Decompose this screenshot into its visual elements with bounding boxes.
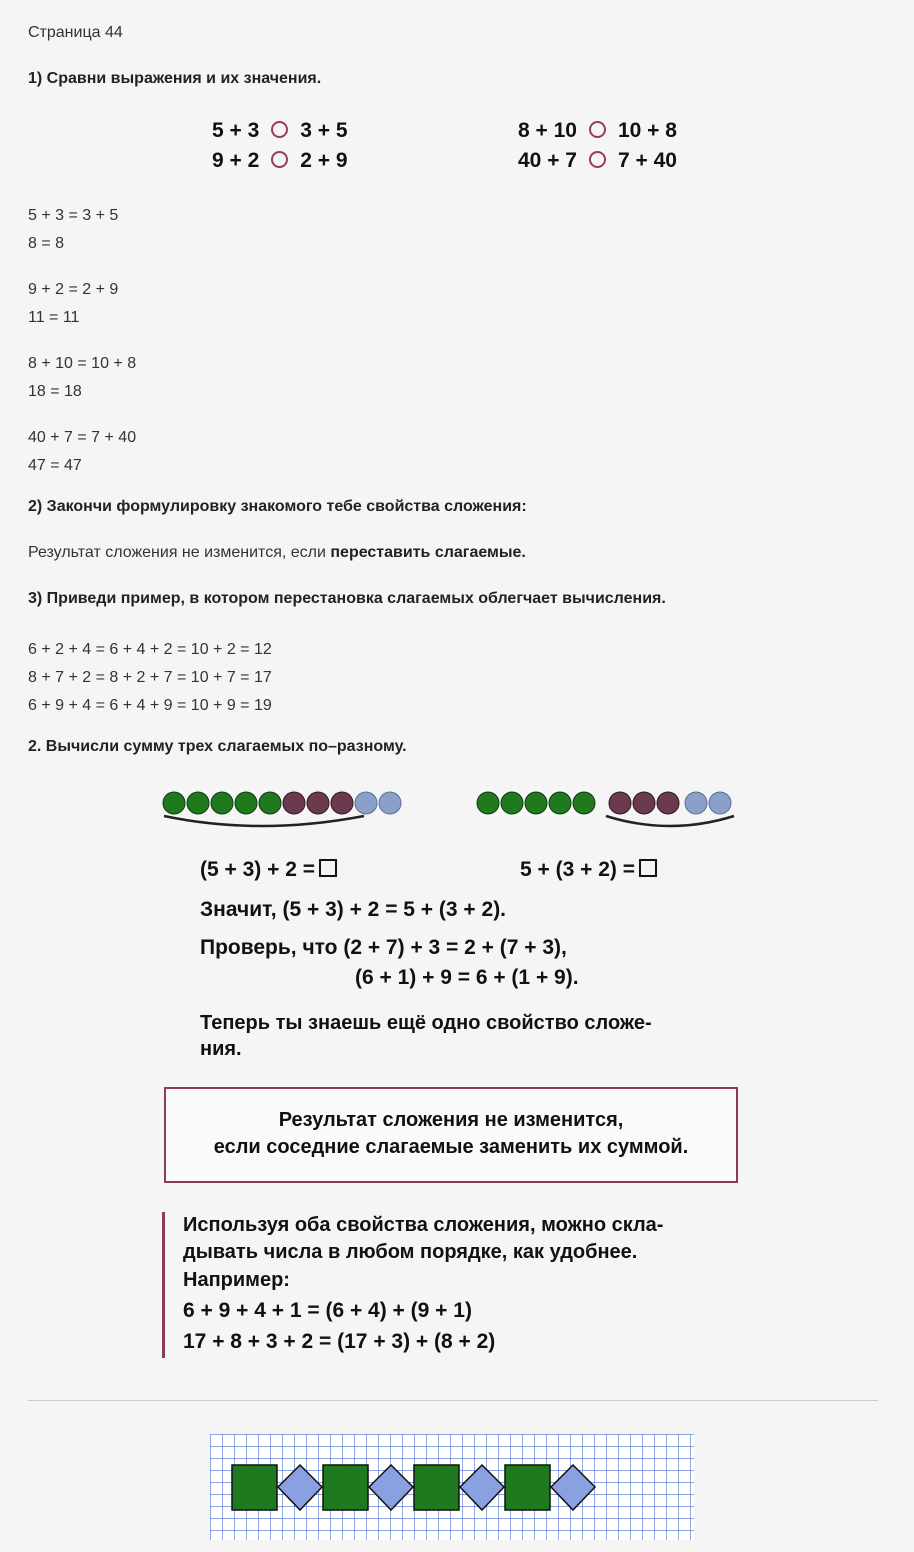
- teper-line-1: Теперь ты знаешь ещё одно свойство сложе-: [200, 1012, 652, 1034]
- note-block: [162, 1212, 663, 1358]
- answer-block: [28, 350, 136, 406]
- purple-bead-icon: [283, 792, 305, 814]
- green-bead-icon: [477, 792, 499, 814]
- bead-row-right: [477, 792, 734, 826]
- note-line: дывать числа в любом порядке, как удобнее.: [183, 1241, 638, 1263]
- task2-heading: 2) Закончи формулировку знакомого тебе свойства сложения:: [28, 498, 527, 515]
- blue-bead-icon: [379, 792, 401, 814]
- answer-line: 8 = 8: [28, 235, 65, 252]
- grid-pattern: [210, 1434, 694, 1540]
- section-divider: [28, 1400, 878, 1401]
- expr-left: [200, 858, 337, 882]
- empty-box-icon: [319, 859, 337, 877]
- compare-row: [212, 116, 348, 146]
- green-bead-icon: [549, 792, 571, 814]
- compare-row: [518, 116, 677, 146]
- answer-line: 5 + 3 = 3 + 5: [28, 207, 119, 224]
- rule-box: [164, 1087, 738, 1183]
- note-line: Например:: [183, 1269, 290, 1291]
- compare-circle-icon: [589, 151, 606, 168]
- task3-heading: 3) Приведи пример, в котором перестановка слагаемых облегчает вычисления.: [28, 590, 666, 607]
- compare-row: [212, 146, 348, 176]
- bracket-arc-icon: [164, 816, 364, 826]
- green-bead-icon: [259, 792, 281, 814]
- beads-illustration: [150, 782, 750, 834]
- note-line: Используя оба свойства сложения, можно скла-: [183, 1214, 664, 1236]
- purple-bead-icon: [633, 792, 655, 814]
- task2-answer: [28, 544, 526, 562]
- expr-right: [520, 858, 657, 882]
- exercise2-heading: 2. Вычисли сумму трех слагаемых по–разному.: [28, 738, 407, 755]
- task2-answer-bold: переставить слагаемые.: [330, 544, 526, 561]
- blue-bead-icon: [709, 792, 731, 814]
- teper-line-2: ния.: [200, 1038, 242, 1060]
- note-line: 6 + 9 + 4 + 1 = (6 + 4) + (9 + 1): [183, 1299, 472, 1322]
- answer-line: 8 + 10 = 10 + 8: [28, 355, 137, 372]
- purple-bead-icon: [331, 792, 353, 814]
- empty-box-icon: [639, 859, 657, 877]
- prover-line-1: Проверь, что (2 + 7) + 3 = 2 + (7 + 3),: [200, 936, 567, 959]
- green-square-icon: [232, 1465, 277, 1510]
- green-square-icon: [505, 1465, 550, 1510]
- expr-b: 7 + 40: [617, 149, 677, 172]
- green-bead-icon: [211, 792, 233, 814]
- expr-right-text: 5 + (3 + 2) =: [520, 858, 635, 881]
- rule-line-1: Результат сложения не изменится,: [278, 1109, 624, 1131]
- green-square-icon: [323, 1465, 368, 1510]
- green-bead-icon: [235, 792, 257, 814]
- compare-circle-icon: [271, 151, 288, 168]
- expr-a: 40 + 7: [518, 149, 577, 172]
- green-bead-icon: [163, 792, 185, 814]
- green-bead-icon: [573, 792, 595, 814]
- answer-block: [28, 202, 118, 258]
- blue-bead-icon: [355, 792, 377, 814]
- task2-answer-plain: Результат сложения не изменится, если: [28, 544, 331, 561]
- expr-a: 5 + 3: [212, 119, 260, 142]
- expr-b: 2 + 9: [300, 149, 348, 172]
- znachit-line: Значит, (5 + 3) + 2 = 5 + (3 + 2).: [200, 898, 507, 921]
- expr-b: 3 + 5: [300, 119, 348, 142]
- green-square-icon: [414, 1465, 459, 1510]
- expr-left-text: (5 + 3) + 2 =: [200, 858, 315, 881]
- expr-b: 10 + 8: [617, 119, 677, 142]
- green-bead-icon: [525, 792, 547, 814]
- answer-line: 9 + 2 = 2 + 9: [28, 281, 119, 298]
- compare-circle-icon: [271, 121, 288, 138]
- answer-line: 40 + 7 = 7 + 40: [28, 429, 137, 446]
- book-compare-right: [518, 116, 677, 176]
- task3-lines: [28, 636, 272, 720]
- answer-line: 11 = 11: [28, 309, 80, 326]
- note-line: 17 + 8 + 3 + 2 = (17 + 3) + (8 + 2): [183, 1330, 496, 1353]
- answer-line: 18 = 18: [28, 383, 82, 400]
- green-bead-icon: [187, 792, 209, 814]
- example-line: 8 + 7 + 2 = 8 + 2 + 7 = 10 + 7 = 17: [28, 669, 272, 686]
- purple-bead-icon: [657, 792, 679, 814]
- answer-block: [28, 424, 136, 480]
- expr-a: 8 + 10: [518, 119, 577, 142]
- answer-block: [28, 276, 118, 332]
- compare-row: [518, 146, 677, 176]
- prover-line-2: (6 + 1) + 9 = 6 + (1 + 9).: [355, 966, 579, 989]
- purple-bead-icon: [307, 792, 329, 814]
- task1-heading: 1) Сравни выражения и их значения.: [28, 70, 322, 87]
- bracket-arc-icon: [606, 816, 734, 826]
- green-bead-icon: [501, 792, 523, 814]
- page-title: Страница 44: [28, 24, 123, 41]
- expr-a: 9 + 2: [212, 149, 260, 172]
- bead-row-left: [163, 792, 401, 826]
- example-line: 6 + 9 + 4 = 6 + 4 + 9 = 10 + 9 = 19: [28, 697, 272, 714]
- book-compare-left: [212, 116, 348, 176]
- rule-line-2: если соседние слагаемые заменить их суммой.: [213, 1136, 689, 1158]
- answer-line: 47 = 47: [28, 457, 82, 474]
- example-line: 6 + 2 + 4 = 6 + 4 + 2 = 10 + 2 = 12: [28, 641, 272, 658]
- compare-circle-icon: [589, 121, 606, 138]
- blue-bead-icon: [685, 792, 707, 814]
- purple-bead-icon: [609, 792, 631, 814]
